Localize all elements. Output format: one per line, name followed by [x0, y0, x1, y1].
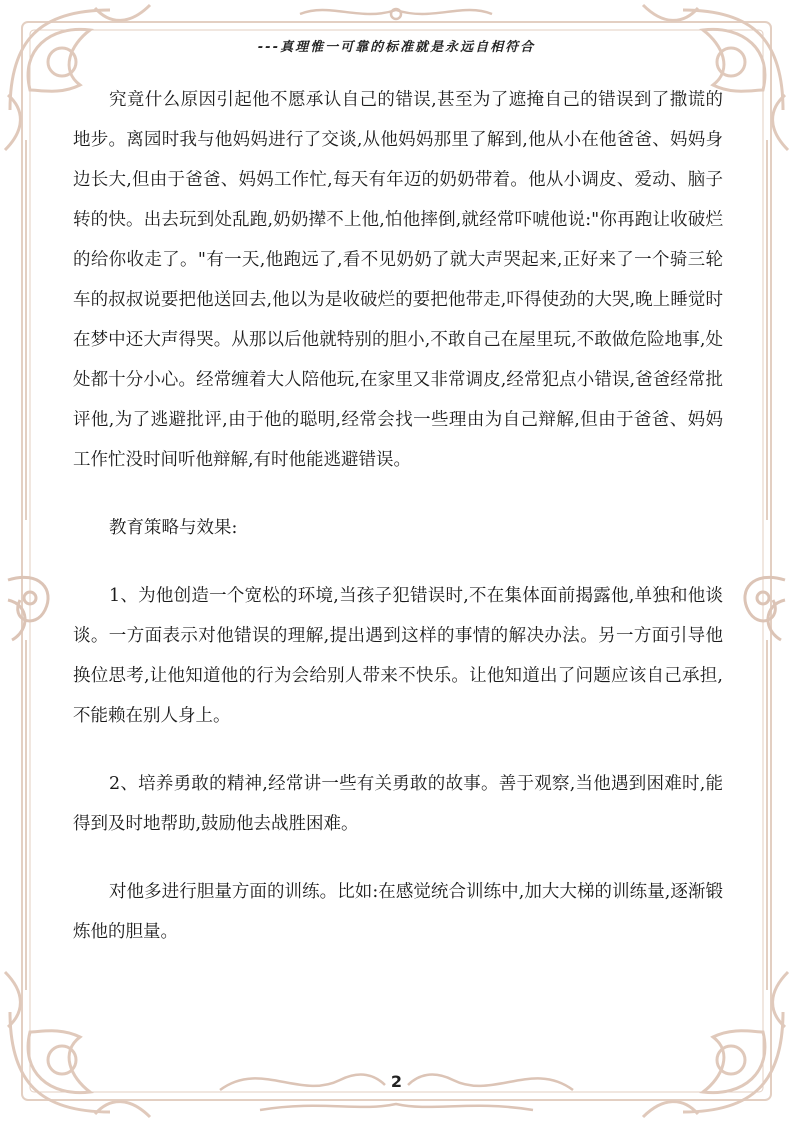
side-ornament-left: [8, 577, 48, 640]
corner-ornament-bottom-right: [643, 972, 788, 1117]
paragraph-training: 对他多进行胆量方面的训练。比如:在感觉统合训练中,加大大梯的训练量,逐渐锻炼他的胆量。: [73, 882, 723, 942]
body-content: [73, 80, 723, 952]
corner-ornament-bottom-left: [5, 972, 150, 1117]
page-number: 2: [390, 1072, 403, 1091]
paragraph-strategy-1: 1、为他创造一个宽松的环境,当孩子犯错误时,不在集体面前揭露他,单独和他谈谈。一方面表示对他错误的理解,提出遇到这样的事情的解决办法。另一方面引导他换位思考,让他知道他的行为会给别人带来不快乐。让他知道出了问题应该自己承担,不能赖在别人身上。: [73, 586, 723, 726]
top-ornament: [300, 9, 492, 19]
section-heading-strategy: 教育策略与效果:: [109, 518, 238, 538]
header-motto: ---真理惟一可靠的标准就是永远自相符合: [257, 40, 536, 55]
paragraph-strategy-2: 2、培养勇敢的精神,经常讲一些有关勇敢的故事。善于观察,当他遇到困难时,能得到及时地帮助,鼓励他去战胜困难。: [73, 774, 723, 834]
side-ornament-right: [745, 577, 785, 640]
paragraph-cause-analysis: 究竟什么原因引起他不愿承认自己的错误,甚至为了遮掩自己的错误到了撒谎的地步。离园时我与他妈妈进行了交谈,从他妈妈那里了解到,他从小在他爸爸、妈妈身边长大,但由于爸爸、妈妈工作忙,每天有年迈的奶奶带着。他从小调皮、爱动、脑子转的快。出去玩到处乱跑,奶奶撵不上他,怕他摔倒,就经常吓唬他说:"你再跑让收破烂的给你收走了。"有一天,他跑远了,看不见奶奶了就大声哭起来,正好来了一个骑三轮车的叔叔说要把他送回去,他以为是收破烂的要把他带走,吓得使劲的大哭,晚上睡觉时在梦中还大声得哭。从那以后他就特别的胆小,不敢自己在屋里玩,不敢做危险地事,处处都十分小心。经常缠着大人陪他玩,在家里又非常调皮,经常犯点小错误,爸爸经常批评他,为了逃避批评,由于他的聪明,经常会找一些理由为自己辩解,但由于爸爸、妈妈工作忙没时间听他辩解,有时他能逃避错误。: [73, 90, 723, 470]
